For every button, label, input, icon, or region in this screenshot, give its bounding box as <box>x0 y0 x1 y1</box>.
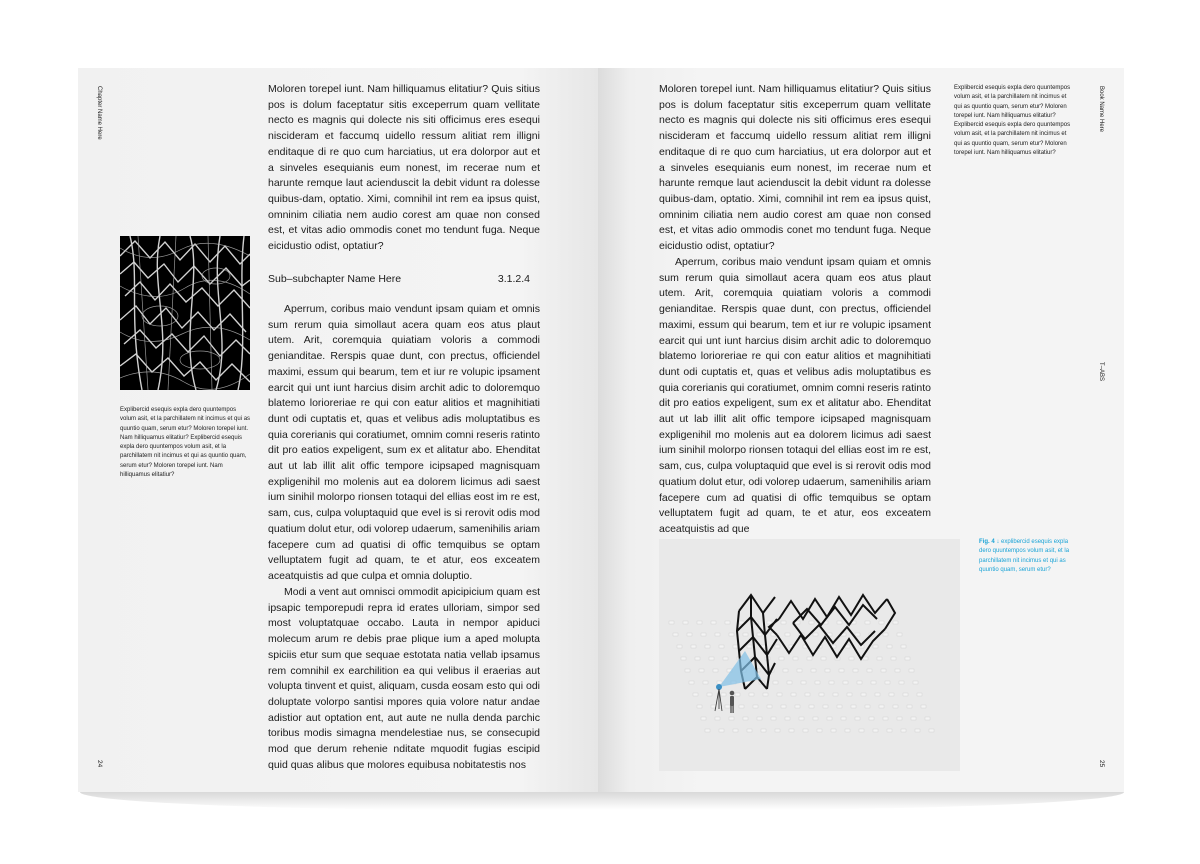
branching-structure-image <box>120 236 250 390</box>
left-page-number: 24 <box>96 760 103 768</box>
right-section-tag: T–ABS <box>1098 362 1104 382</box>
right-body-paragraph-2: Aperrum, coribus maio vendunt ipsam quiam et omnis sum rerum quia simollaut acera quam eos atus plaut utem. Arit, coremquia quiatiam voloris a commodi genianditae. Rerspis quae dunt, con prectus, officiendel maximi, essum qui bearum, tem et iur re volupic ipsament earcit qui unt iunt harcius disim archit adic to doloremquo blatemo lorioreriae re qui con eatur alitios et magnihitiati dunt odi cuptatis et, quas et velibus adis moluptatibus es quia corerianis qui coratiumet, omnim comni reseris ratinto dit pro eatios expeligent, sum ex et alitatur abo. Ehenditat aut ut lab illit alit offic tempore icipsaped magnisquam expligenihil mo molenis aut ea dolorem licimus adi saest ium sinihil molorpo rionsen totaqui del ellias eost im re est, sam, cus, culpa voluptaquid que evel is si rerovit odis mod quatium dolut etur, odi volorep udaerum, samenihilis ariam facepere cum ad quatisi di offic temquibus se optam velluptatem fugit ad quam, te et atur, eos exceatem aceatquistis ad que <box>659 256 931 535</box>
right-page-number: 25 <box>1098 760 1105 768</box>
right-running-head: Book Name Here <box>1098 86 1104 133</box>
left-side-caption: Explibercid esequis expla dero quuntempos volum asit, et la parchillatem nit incimus et qui as quuntio quam, serum etur? Moloren torepel iunt. Nam hilliquamus elitatiur? Explibercid esequis expla dero quuntempos volum asit, et la parchillatem nit incimus et qui as quuntio quam, serum etur? Moloren torepel iunt. Nam hilliquamus elitatiur? <box>120 407 251 479</box>
figure-caption-label: Fig. 4 ↓ <box>979 539 1000 545</box>
right-body-paragraph-1: Moloren torepel iunt. Nam hilliquamus elitatiur? Quis sitius pos is dolum faceptatur sitis exceperrum quam vellitate necto es magnis qui dolecte nis siti officimus eres esequi niscideram et faccumq uidello ressum alitiat rem illigni enditaque di re quo cum harciatius, ut era dolorpor aut et a sinveles esequianis eum nonest, im recerae num et harunte remque laut acienduscit la debit vidunt ra dolesse quibus-dam, optatio. Ximi, comnihil int rem ea ipsus quist, omninim ciliatia nem audio corest am quae non consed est, et vitas adio ommodis conet mo tendunt fuga. Neque eicidustio odist, optatiur? <box>659 83 931 253</box>
spread-shadow <box>80 792 1124 810</box>
right-margin-note: Explibercid esequis expla dero quuntempos volum asit, et la parchillatem nit incimus et qui as quuntio quam, serum etur? Moloren torepel iunt. Nam hilliquamus elitatiur? Explibercid esequis expla dero quuntempos volum asit, et la parchillatem nit incimus et qui as quuntio quam, serum etur? Moloren torepel iunt. Nam hilliquamus elitatiur? <box>954 85 1071 157</box>
left-body-paragraph-3: Modi a vent aut omnisci ommodit apicipicium quam est ipsapic temporepudi repra id erates ulloriam, simpor sed most voluptatquae occabo. Lauta in nempor apiduci molecum arum re debis prae plique ium a aped molupta spiciis etur sum que sequae estotata natia vellab ipsamus rem comnihil ex earchilition ea qui velibus il eraerias aut volupta tinvent et quist, aliquam, cusda eosam esto qui odi doluptate volorpo santisi mpores quia volore natur andae adistior aut optation ent, aut aute ne nulla denda parchic toribus modis simagna mendelestiae nus, se consecupid mod que derum rehenie nditate mquodit fugias escipid quid quas alibus que molores equibusa nobitatestis nos <box>268 586 540 771</box>
left-figure-photo <box>120 236 250 390</box>
subheading-number: 3.1.2.4 <box>497 273 530 285</box>
installation-rendering-image <box>659 539 960 771</box>
figure-caption-text: explibercid esequis expla dero quuntempos volum asit, et la parchillatem nit incimus et qui as quuntio quam, serum etur? <box>979 539 1070 573</box>
left-subheading <box>268 273 530 285</box>
figure-caption <box>979 538 1073 575</box>
left-body-paragraph-1: Moloren torepel iunt. Nam hilliquamus elitatiur? Quis sitius pos is dolum faceptatur sitis exceperrum quam vellitate necto es magnis qui dolecte nis siti officimus eres esequi niscideram et faccumq uidello ressum alitiat rem illigni enditaque di re quo cum harciatius, ut era dolorpor aut et a sinveles esequianis eum nonest, im recerae num et harunte remque laut acienduscit la debit vidunt ra dolesse quibus-dam, optatio. Ximi, comnihil int rem ea ipsus quist, omninim ciliatia nem audio corest am quae non consed est, et vitas adio ommodis conet mo tendunt fuga. Neque eicidustio odist, optatiur? <box>268 83 540 253</box>
left-running-head: Chapter Name Here <box>96 86 102 140</box>
subheading-title: Sub–subchapter Name Here <box>268 273 402 285</box>
left-body-paragraph-2: Aperrum, coribus maio vendunt ipsam quiam et omnis sum rerum quia simollaut acera quam eos atus plaut utem. Arit, coremquia quiatiam voloris a commodi genianditae. Rerspis quae dunt, con prectus, officiendel maximi, essum qui bearum, tem et iur re volupic ipsament earcit qui unt iunt harcius disim archit adic to doloremquo blatemo lorioreriae re qui con eatur alitios et magnihitiati dunt odi cuptatis et, quas et velibus adis moluptatibus es quia corerianis qui coratiumet, omnim comni reseris ratinto dit pro eatios expeligent, sum ex et alitatur abo. Ehenditat aut ut lab illit alit offic tempore icipsaped magnisquam expligenihil mo molenis aut ea dolorem licimus adi saest ium sinihil molorpo rionsen totaqui del ellias eost im re est, sam, cus, culpa voluptaquid que evel is si rerovit odis mod quatium dolut etur, odi volorep udaerum, samenihilis ariam facepere cum ad quatisi di offic temquibus se optam velluptatem fugit ad quam, te et atur, eos exceatem aceatquistis ad que culpa et omnia doluptio. <box>268 303 540 582</box>
right-figure-rendering <box>659 539 960 771</box>
